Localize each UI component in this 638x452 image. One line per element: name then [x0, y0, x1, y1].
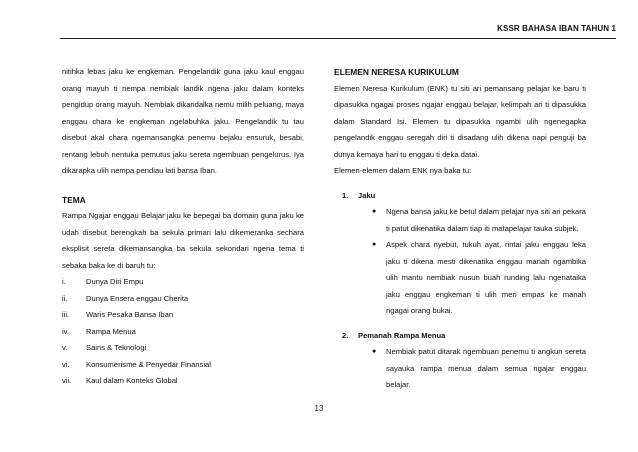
- intro-paragraph: nitihka lebas jaku ke engkeman. Pengelandik guna jaku kaul enggau orang mayuh ti nempa nembiak landik ngena jaku dalam konteks pengidup orang mayuh. Nembiak dikandalka nemu milih peluang, maya enggau chara ke engkeman ngelabuhka jaku. Pengelandik tu tau disebut akal chara ngemansangka penemu bejaku ensuruk, besabi, rentang lebuh nentuka pemutus jaku sereta ngembuan pengelurus. Iya dikarapka ulih nempa pendiau lati bansa Iban.: [62, 67, 304, 175]
- list-item-number: v.: [62, 343, 68, 352]
- list-item: [372, 237, 586, 320]
- list-item-number: iv.: [62, 326, 70, 336]
- list-item: [62, 357, 304, 374]
- page-header: KSSR BAHASA IBAN TAHUN 1: [497, 24, 616, 33]
- list-item: [62, 340, 304, 357]
- tema-paragraph: Rampa Ngajar enggau Belajar jaku ke bepegai ba domain guna jaku ke udah disebut berengkah ba sekula primari lalu dikemeranka sechara eksplisit sereta dikemansangka ba sekula sekondari ngena tema ti sebaka baka ke di baruh tu:: [62, 211, 304, 270]
- section-number: 1.: [342, 190, 349, 200]
- list-item-number: ii.: [62, 293, 68, 303]
- bullet-text: Aspek chara nyebut, tukuh ayat, rintai jaku enggau leka jaku ti dikena mesti dikenatika enggau manah ngambika ulih mantu nembiak nusun buah runding lalu ngenataika jaku enggau engkeman ti ulih meri empas ke manah ngagai orang bukai.: [386, 240, 586, 315]
- list-item-number: vii.: [62, 376, 72, 385]
- list-item: [62, 324, 304, 341]
- list-item-number: i.: [62, 277, 66, 286]
- jaku-bullet-list: [334, 204, 586, 320]
- bullet-icon: ●: [372, 241, 377, 248]
- enk-paragraph: Elemen Neresa Kurikulum (ENK) tu siti ari pemansang pelajar ke baru ti dipasukka ngagai proses ngajar enggau belajar, kelimpah ari ti dipasukka dalam Standard Isi. Elemen tu dipasukka ngambi ulih ngenegapka pengelandik enggau seregah diri ti disadang ulih dikena napi penguji ba dunya kemaya hari tu enggau ti deka datai.: [334, 83, 586, 159]
- section-number: 2.: [342, 330, 349, 340]
- list-item: [372, 344, 586, 394]
- list-item-text: Konsumerisme & Penyedar Finansial: [86, 359, 211, 369]
- list-item-text: Waris Pesaka Bansa Iban: [86, 310, 174, 319]
- list-item-text: Dunya Ensera enggau Cherita: [86, 293, 189, 303]
- section-heading-jaku: [334, 188, 586, 205]
- list-item: [62, 373, 304, 390]
- list-item-number: vi.: [62, 359, 70, 369]
- list-item-text: Sains & Teknologi: [86, 343, 147, 352]
- header-rule: [60, 38, 616, 39]
- bullet-icon: ●: [372, 348, 377, 355]
- tema-list: [62, 274, 304, 390]
- list-item-text: Kaul dalam Konteks Global: [86, 376, 178, 385]
- enk-title: ELEMEN NERESA KURIKULUM: [334, 67, 459, 77]
- bullet-icon: ●: [372, 208, 377, 215]
- list-item: [62, 307, 304, 324]
- bullet-text: Nembiak patut ditarak ngembuan penemu ti angkun sereta sayauka rampa menua dalam semua ngajar enggau belajar.: [386, 347, 586, 389]
- enk-list-intro: Elemen-elemen dalam ENK nya baka tu:: [334, 166, 472, 175]
- list-item-number: iii.: [62, 310, 70, 319]
- list-item-text: Rampa Menua: [86, 326, 136, 336]
- section-title: Jaku: [358, 190, 376, 200]
- left-column: [62, 64, 304, 390]
- section-title: Pemanah Rampa Menua: [358, 330, 446, 340]
- section-heading-pemanah: [334, 328, 586, 345]
- list-item-text: Dunya Diri Empu: [86, 277, 144, 286]
- right-column: [334, 64, 586, 394]
- list-item: [62, 274, 304, 291]
- list-item: [62, 291, 304, 308]
- page-number: 13: [314, 404, 324, 413]
- list-item: [372, 204, 586, 237]
- pemanah-bullet-list: [334, 344, 586, 394]
- bullet-text: Ngena bansa jaku ke betul dalam pelajar nya siti ari pekara ti patut dikenatika dalam tiap iti matapelajar tauka subjek.: [386, 207, 586, 233]
- tema-title: TEMA: [62, 194, 86, 205]
